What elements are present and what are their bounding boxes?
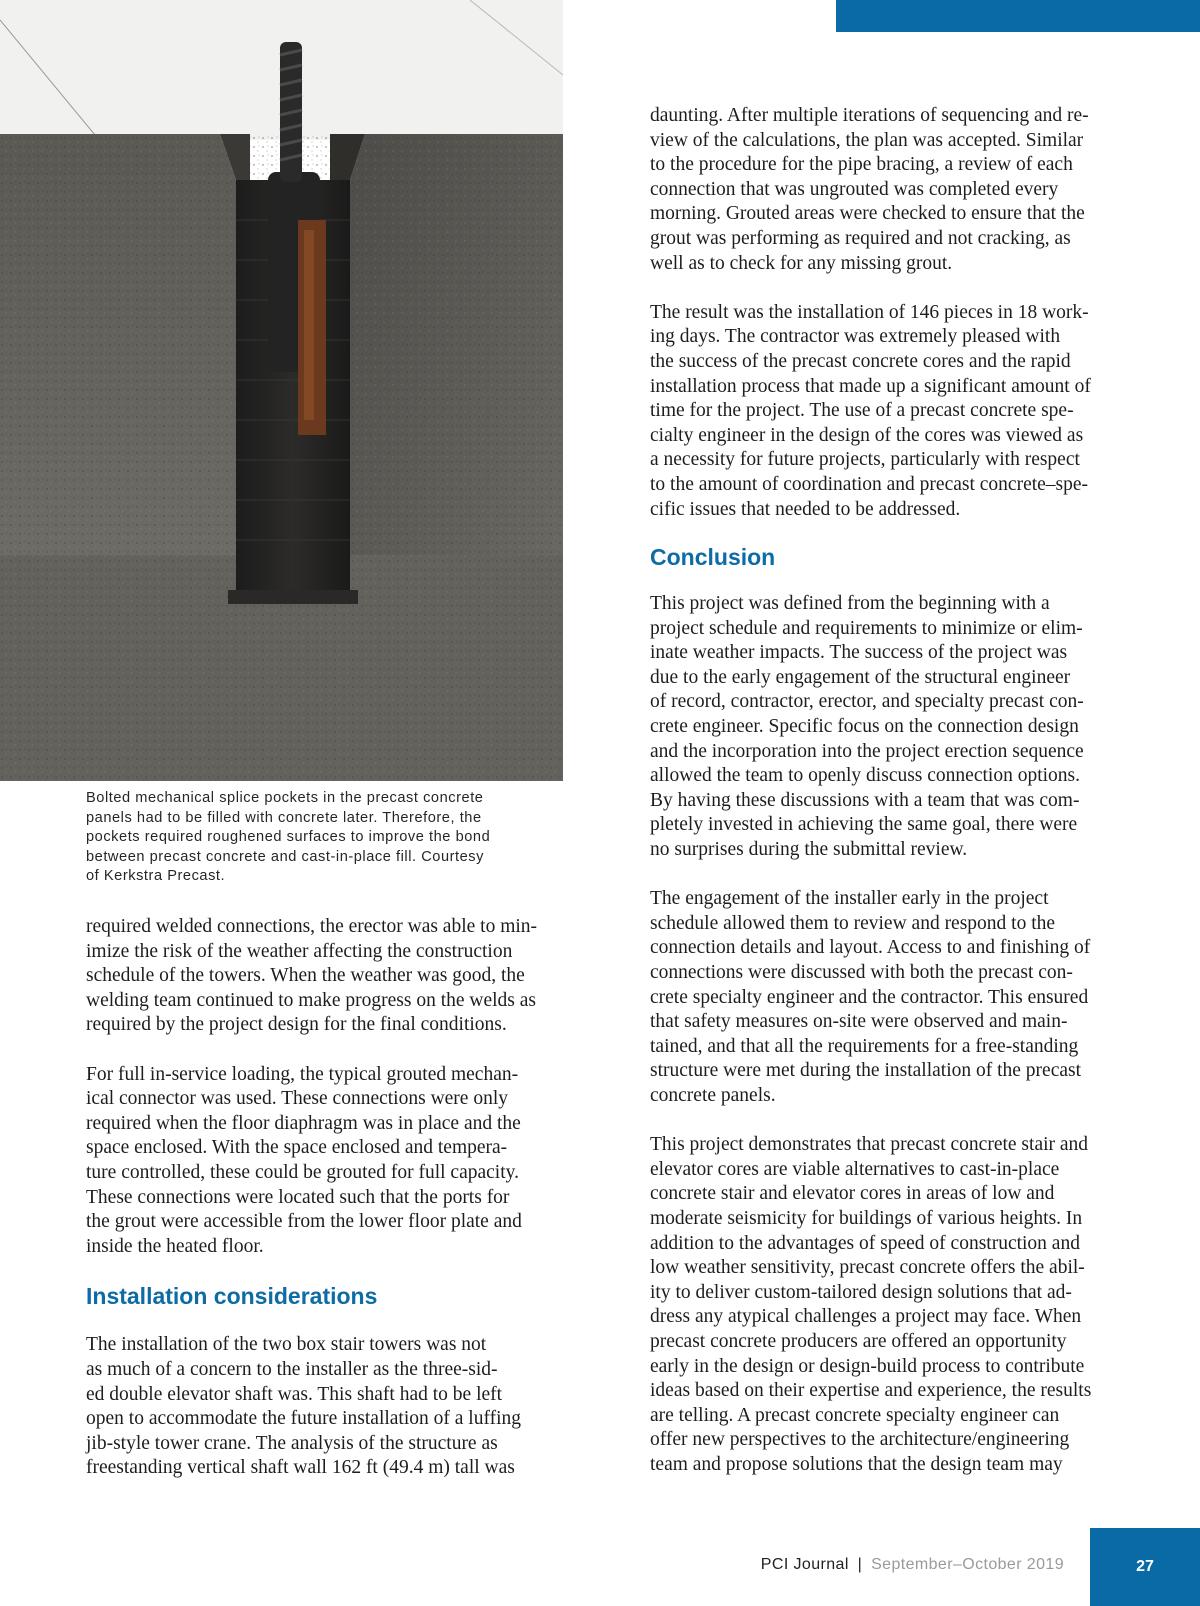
caption-line: of Kerkstra Precast. (86, 868, 226, 885)
text-line: as much of a concern to the installer as the three-sid- (86, 1358, 498, 1380)
text-line: and the incorporation into the project erection sequence (650, 740, 1084, 762)
text-line: inate weather impacts. The success of the project was (650, 642, 1068, 664)
section-heading: Conclusion (650, 544, 776, 571)
body-paragraph (86, 1063, 566, 1260)
body-paragraph (86, 915, 566, 1038)
body-paragraph (650, 104, 1120, 276)
body-paragraph (650, 887, 1120, 1108)
text-line: of record, contractor, erector, and specialty precast con- (650, 691, 1084, 713)
text-line: a necessity for future projects, particularly with respect (650, 449, 1080, 471)
concrete-splice-photo (0, 0, 563, 781)
text-line: schedule allowed them to review and respond to the (650, 912, 1056, 934)
text-line: team and propose solutions that the design team may (650, 1453, 1063, 1475)
text-line: schedule of the towers. When the weather was good, the (86, 965, 525, 987)
text-line: that safety measures on-site were observed and main- (650, 1011, 1068, 1033)
text-line: daunting. After multiple iterations of sequencing and re- (650, 105, 1089, 126)
issue-date: September–October 2019 (871, 1556, 1064, 1573)
text-line: low weather sensitivity, precast concrete offers the abil- (650, 1257, 1085, 1279)
body-paragraph (650, 301, 1120, 522)
text-line: connection details and layout. Access to and finishing of (650, 937, 1091, 959)
text-line: welding team continued to make progress on the welds as (86, 989, 537, 1011)
text-line: tained, and that all the requirements for a free-standing (650, 1035, 1079, 1057)
text-line: For full in-service loading, the typical grouted mechan- (86, 1063, 519, 1085)
text-line: required welded connections, the erector was able to min- (86, 916, 538, 937)
text-line: freestanding vertical shaft wall 162 ft (49.4 m) tall was (86, 1457, 515, 1479)
footer-separator: | (857, 1556, 863, 1573)
text-line: This project demonstrates that precast concrete stair and (650, 1134, 1089, 1156)
body-paragraph (650, 592, 1120, 863)
caption-line: panels had to be filled with concrete later. Therefore, the (86, 809, 482, 826)
text-line: By having these discussions with a team that was com- (650, 789, 1080, 811)
text-line: open to accommodate the future installation of a luffing (86, 1408, 522, 1430)
text-line: The engagement of the installer early in the project (650, 888, 1049, 910)
text-line: The installation of the two box stair towers was not (86, 1334, 487, 1356)
text-line: pletely invested in achieving the same goal, there were (650, 814, 1078, 836)
text-line: cific issues that needed to be addressed. (650, 498, 961, 520)
text-line: connection that was ungrouted was completed every (650, 178, 1059, 200)
footer-citation (761, 1556, 1064, 1574)
photo-caption (86, 789, 566, 887)
text-line: addition to the advantages of speed of construction and (650, 1232, 1080, 1254)
page-number: 27 (1136, 1558, 1154, 1575)
text-line: moderate seismicity for buildings of various heights. In (650, 1207, 1083, 1229)
text-line: elevator cores are viable alternatives to cast-in-place (650, 1158, 1060, 1180)
text-line: jib-style tower crane. The analysis of the structure as (86, 1432, 498, 1454)
section-heading: Installation considerations (86, 1283, 378, 1310)
text-line: precast concrete producers are offered an opportunity (650, 1330, 1067, 1352)
text-line: the grout were accessible from the lower floor plate and (86, 1211, 522, 1233)
text-line: the success of the precast concrete cores and the rapid (650, 350, 1071, 372)
text-line: early in the design or design-build process to contribute (650, 1355, 1085, 1377)
page-footer (0, 1528, 1200, 1606)
text-line: crete engineer. Specific focus on the connection design (650, 716, 1079, 738)
text-line: ed double elevator shaft was. This shaft had to be left (86, 1383, 503, 1405)
text-line: morning. Grouted areas were checked to ensure that the (650, 203, 1085, 225)
text-line: concrete panels. (650, 1084, 776, 1106)
text-line: The result was the installation of 146 pieces in 18 work- (650, 301, 1089, 323)
text-line: crete specialty engineer and the contractor. This ensured (650, 986, 1089, 1008)
text-line: time for the project. The use of a precast concrete spe- (650, 400, 1074, 422)
text-line: required by the project design for the final conditions. (86, 1014, 507, 1036)
text-line: are telling. A precast concrete specialty engineer can (650, 1404, 1060, 1426)
text-line: ture controlled, these could be grouted for full capacity. (86, 1161, 519, 1183)
text-line: grout was performing as required and not cracking, as (650, 227, 1071, 249)
text-line: dress any atypical challenges a project may face. When (650, 1306, 1082, 1328)
journal-name: PCI Journal (760, 1556, 849, 1573)
body-paragraph (86, 1333, 566, 1481)
top-accent-bar (836, 0, 1200, 32)
text-line: imize the risk of the weather affecting the construction (86, 940, 513, 962)
body-paragraph (650, 1133, 1120, 1477)
text-line: space enclosed. With the space enclosed and tempera- (86, 1137, 508, 1159)
text-line: due to the early engagement of the structural engineer (650, 666, 1071, 688)
text-line: allowed the team to openly discuss connection options. (650, 765, 1080, 787)
text-line: cialty engineer in the design of the cores was viewed as (650, 424, 1084, 446)
text-line: inside the heated floor. (86, 1235, 264, 1257)
caption-line: Bolted mechanical splice pockets in the precast concrete (86, 790, 484, 806)
text-line: This project was defined from the beginning with a (650, 593, 1050, 615)
text-line: no surprises during the submittal review. (650, 839, 968, 861)
text-line: to the procedure for the pipe bracing, a review of each (650, 154, 1073, 176)
text-line: offer new perspectives to the architecture/engineering (650, 1429, 1070, 1451)
text-line: project schedule and requirements to minimize or elim- (650, 617, 1083, 639)
text-line: ical connector was used. These connections were only (86, 1088, 508, 1110)
right-column (650, 104, 1120, 1477)
text-line: ing days. The contractor was extremely pleased with (650, 326, 1061, 348)
text-line: connections were discussed with both the precast con- (650, 962, 1073, 983)
text-line: structure were met during the installation of the precast (650, 1060, 1082, 1082)
text-line: concrete stair and elevator cores in areas of low and (650, 1183, 1055, 1205)
caption-line: pockets required roughened surfaces to improve the bond (86, 829, 491, 846)
left-column (86, 915, 566, 1481)
text-line: to the amount of coordination and precast concrete–spe- (650, 473, 1089, 495)
text-line: required when the floor diaphragm was in place and the (86, 1112, 521, 1134)
text-line: view of the calculations, the plan was accepted. Similar (650, 129, 1084, 151)
text-line: ity to deliver custom-tailored design solutions that ad- (650, 1281, 1072, 1303)
text-line: These connections were located such that the ports for (86, 1186, 510, 1208)
caption-line: between precast concrete and cast-in-place fill. Courtesy (86, 848, 484, 865)
page-number-box (1090, 1528, 1200, 1606)
text-line: well as to check for any missing grout. (650, 252, 953, 274)
text-line: ideas based on their expertise and experience, the results (650, 1380, 1092, 1402)
text-line: installation process that made up a significant amount of (650, 375, 1091, 397)
